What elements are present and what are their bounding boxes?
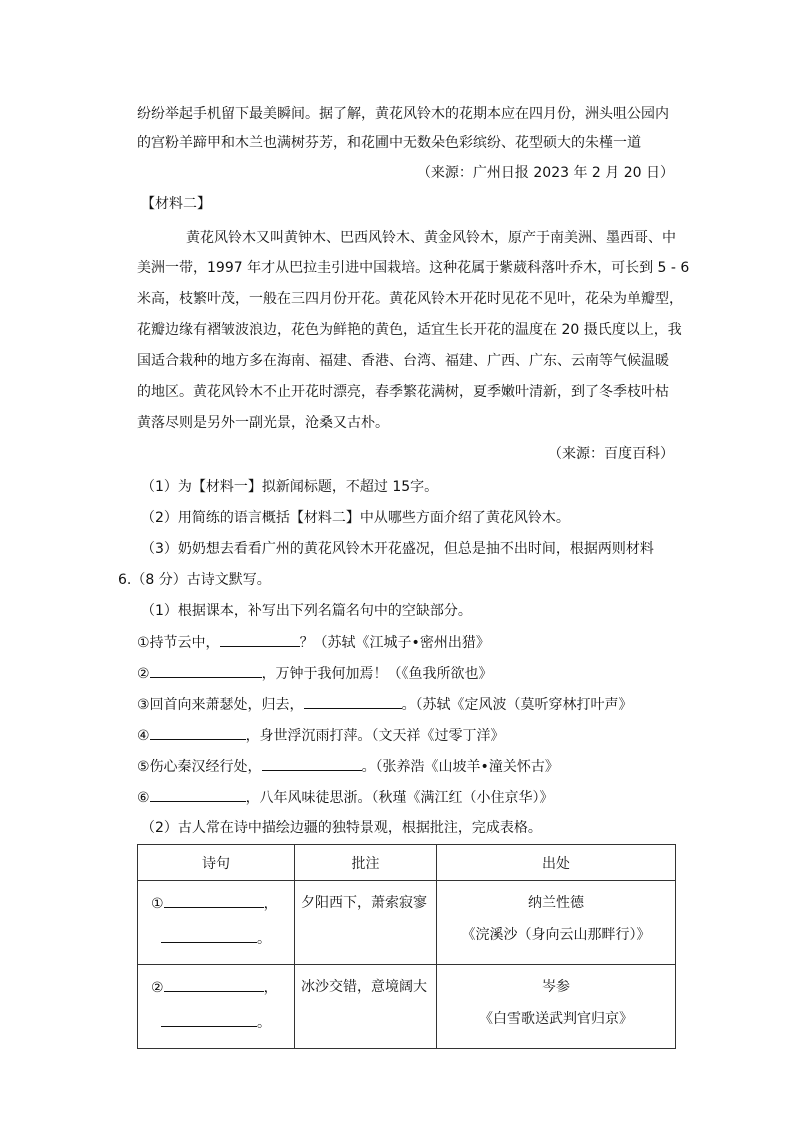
table-header-row <box>138 845 676 881</box>
note-text: 冰沙交错，意境阔大 <box>301 979 427 995</box>
material2-line: 国适合栽种的地方多在海南、福建、香港、台湾、福建、广西、广东、云南等气候温暖 <box>137 353 669 369</box>
recitation-item-3 <box>137 694 633 715</box>
answer-blank[interactable] <box>161 928 257 943</box>
comma: ， <box>263 896 278 912</box>
material2-line: 黄花风铃木又叫黄钟木、巴西风铃木、黄金风铃木，原产于南美洲、墨西哥、中 <box>186 230 676 246</box>
recitation-prefix: ③回首向来萧瑟处，归去， <box>137 697 304 713</box>
source-author: 纳兰性德 <box>528 895 584 911</box>
recitation-prefix: ⑥ <box>137 790 150 806</box>
answer-blank[interactable] <box>164 893 264 908</box>
table-row <box>138 881 676 965</box>
recitation-item-2 <box>137 663 493 684</box>
material2-line: 米高，枝繁叶茂，一般在三四月份开花。黄花风铃木开花时见花不见叶，花朵为单瓣型， <box>137 291 683 307</box>
recitation-suffix: ，身世浮沉雨打萍。（文天祥《过零丁洋》 <box>245 728 505 744</box>
question-5-3: （3）奶奶想去看看广州的黄花风铃木开花盛况，但总是抽不出时间，根据两则材料 <box>141 541 654 557</box>
material2-source: （来源：百度百科） <box>548 446 674 462</box>
answer-blank[interactable] <box>150 725 246 740</box>
table-header-verse: 诗句 <box>138 845 295 881</box>
material2-line: 黄落尽则是另外一副光景，沧桑又古朴。 <box>137 415 389 431</box>
period: 。 <box>257 1015 271 1031</box>
period: 。 <box>257 931 271 947</box>
material2-line: 美洲一带，1997 年才从巴拉圭引进中国栽培。这种花属于紫葳科落叶乔木，可长到 5 - 6 <box>137 260 690 276</box>
recitation-item-4 <box>137 725 505 746</box>
recitation-item-1 <box>137 632 490 653</box>
answer-blank[interactable] <box>164 977 264 992</box>
question-5-2: （2）用简练的语言概括【材料二】中从哪些方面介绍了黄花风铃木。 <box>141 510 570 526</box>
material2-line: 的地区。黄花风铃木不止开花时漂亮，春季繁花满树，夏季嫩叶清新，到了冬季枝叶枯 <box>137 384 669 400</box>
recitation-suffix: ？（苏轼《江城子•密州出猎》 <box>299 635 490 651</box>
recitation-prefix: ② <box>137 666 150 682</box>
material1-line-1: 纷纷举起手机留下最美瞬间。据了解，黄花风铃木的花期本应在四月份，洲头咀公园内 <box>137 106 669 122</box>
table-row <box>138 965 676 1049</box>
row-number: ① <box>151 896 164 912</box>
recitation-prefix: ④ <box>137 728 150 744</box>
question-6-title: 6.（8 分）古诗文默写。 <box>118 572 271 588</box>
answer-blank[interactable] <box>220 632 300 647</box>
answer-blank[interactable] <box>304 694 402 709</box>
recitation-prefix: ⑤伤心秦汉经行处， <box>137 759 262 775</box>
note-cell <box>295 881 437 965</box>
table-header-source: 出处 <box>437 845 676 881</box>
answer-blank[interactable] <box>150 787 246 802</box>
question-6-sub2: （2）古人常在诗中描绘边疆的独特景观，根据批注，完成表格。 <box>141 820 542 836</box>
source-cell <box>437 881 676 965</box>
note-text: 夕阳西下，萧索寂寥 <box>301 895 427 911</box>
recitation-suffix: 。（张养浩《山坡羊•潼关怀古》 <box>361 759 559 775</box>
recitation-item-6 <box>137 787 554 808</box>
row-number: ② <box>151 980 164 996</box>
recitation-prefix: ①持节云中， <box>137 635 220 651</box>
answer-blank[interactable] <box>150 663 262 678</box>
source-work: 《白雪歌送武判官归京》 <box>479 1011 633 1027</box>
recitation-suffix: ，八年风味徒思浙。（秋瑾《满江红（小住京华）》 <box>245 790 554 806</box>
recitation-suffix: 。（苏轼《定风波（莫听穿林打叶声》 <box>401 697 633 713</box>
verse-cell <box>138 881 295 965</box>
material2-line: 花瓣边缘有褶皱波浪边，花色为鲜艳的黄色，适宜生长开花的温度在 20 摄氏度以上，我 <box>137 322 682 338</box>
answer-blank[interactable] <box>262 756 362 771</box>
source-author: 岑参 <box>542 979 570 995</box>
question-5-1: （1）为【材料一】拟新闻标题，不超过 15字。 <box>141 479 439 495</box>
question-6-sub1: （1）根据课本，补写出下列名篇名句中的空缺部分。 <box>141 603 472 619</box>
source-cell <box>437 965 676 1049</box>
source-work: 《浣溪沙（身向云山那畔行）》 <box>461 927 651 943</box>
recitation-suffix: ，万钟于我何加焉！（《鱼我所欲也》 <box>261 666 493 682</box>
material1-line-2: 的宫粉羊蹄甲和木兰也满树芬芳，和花圃中无数朵色彩缤纷、花型硕大的朱槿一道 <box>137 135 641 151</box>
verse-cell <box>138 965 295 1049</box>
recitation-item-5 <box>137 756 559 777</box>
comma: ， <box>263 980 278 996</box>
note-cell <box>295 965 437 1049</box>
material1-source: （来源：广州日报 2023 年 2 月 20 日） <box>416 165 674 181</box>
table-header-note: 批注 <box>295 845 437 881</box>
poem-table <box>137 844 676 1049</box>
material2-heading: 【材料二】 <box>141 196 211 212</box>
answer-blank[interactable] <box>161 1012 257 1027</box>
